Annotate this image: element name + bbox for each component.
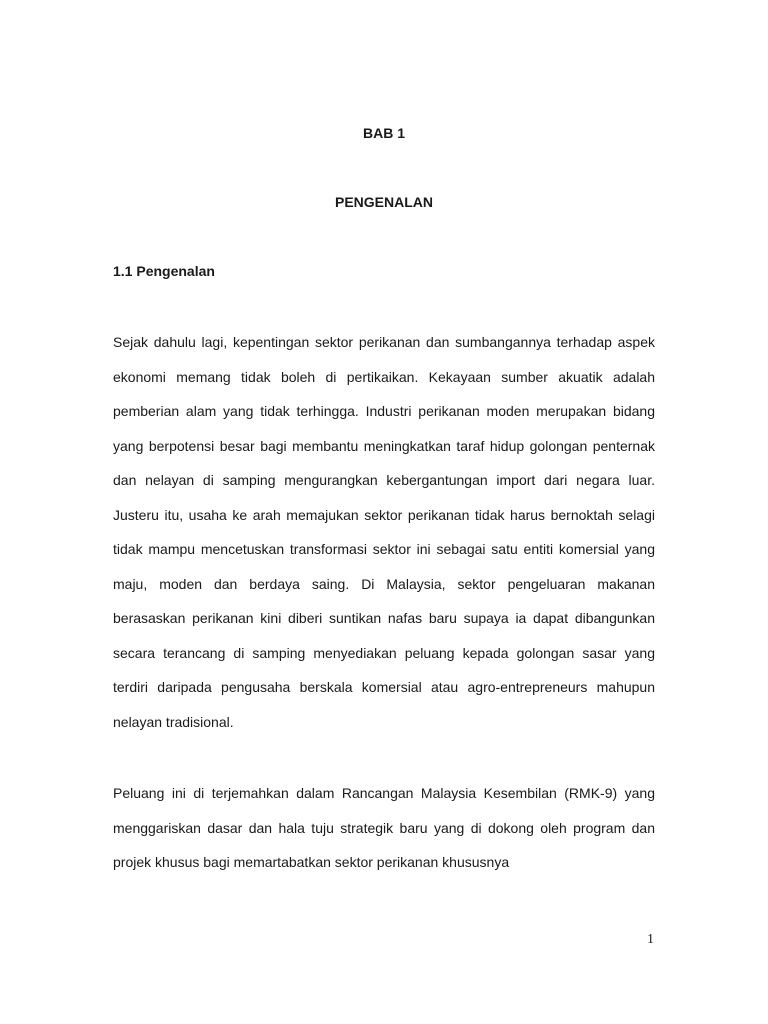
chapter-title: PENGENALAN [334, 194, 433, 210]
page-number: 1 [647, 932, 654, 947]
chapter-number: BAB 1 [362, 125, 405, 141]
body-paragraph-2: Peluang ini di terjemahkan dalam Rancangan Malaysia Kesembilan (RMK-9) yang menggariskan dasar dan hala tuju strategik baru yang di dokong oleh program dan projek khusus bagi memartabatkan sektor perikanan khususnya [113, 785, 655, 870]
body-paragraph-1: Sejak dahulu lagi, kepentingan sektor perikanan dan sumbangannya terhadap aspek ekonomi memang tidak boleh di pertikaikan. Kekayaan sumber akuatik adalah pemberian alam yang tidak terhingga. Industri perikanan moden merupakan bidang yang berpotensi besar bagi membantu meningkatkan taraf hidup golongan penternak dan nelayan di samping mengurangkan kebergantungan import dari negara luar. Justeru itu, usaha ke arah memajukan sektor perikanan tidak harus bernoktah selagi tidak mampu mencetuskan transformasi sektor ini sebagai satu entiti komersial yang maju, moden dan berdaya saing. Di Malaysia, sektor pengeluaran makanan berasaskan perikanan kini diberi suntikan nafas baru supaya ia dapat dibangunkan secara terancang di samping menyediakan peluang kepada golongan sasar yang terdiri daripada pengusaha berskala komersial atau agro-entrepreneurs mahupun nelayan tradisional. [113, 334, 655, 730]
section-heading: 1.1 Pengenalan [113, 263, 215, 279]
